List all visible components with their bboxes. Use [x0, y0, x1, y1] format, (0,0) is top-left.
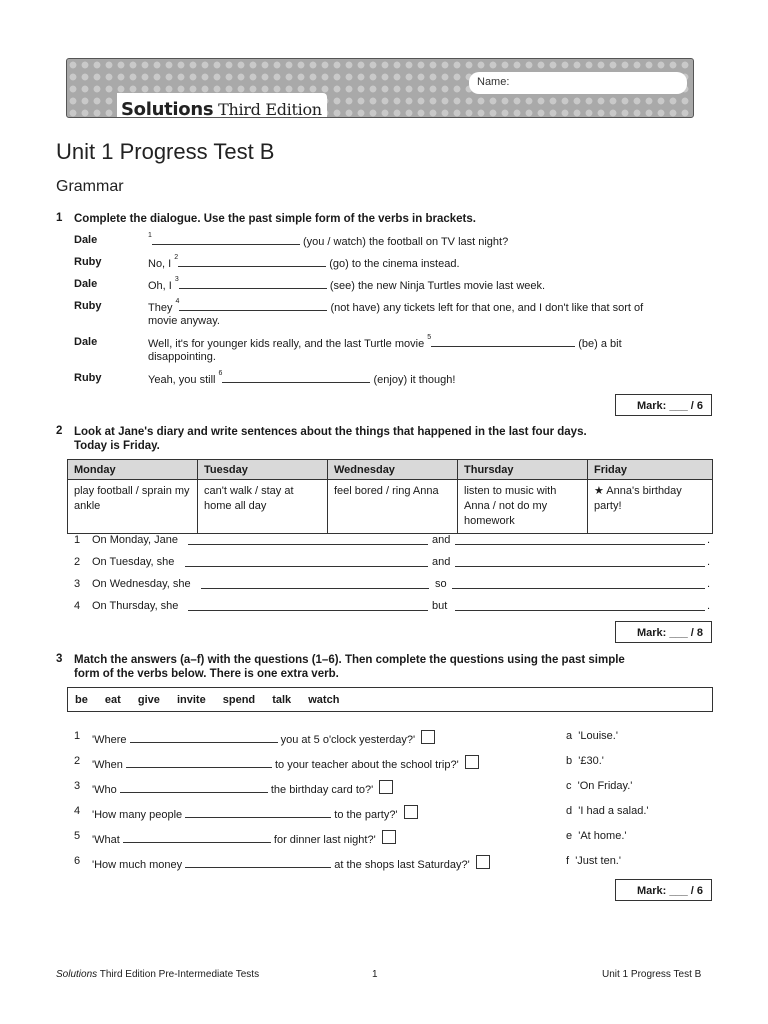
speaker-label: Ruby [74, 300, 102, 312]
verb-item: eat [104, 694, 121, 706]
footer-right: Unit 1 Progress Test B [602, 969, 702, 980]
exercise-instruction: Look at Jane's diary and write sentences about the things that happened in the last four days. [74, 426, 587, 438]
answer-blank[interactable] [179, 300, 327, 311]
brand-logo: Solutions Third Edition [121, 99, 322, 118]
verb-item: talk [272, 694, 292, 706]
diary-header: Friday [588, 460, 713, 480]
question: 'Where you at 5 o'clock yesterday?' [92, 730, 435, 746]
sentence-start: On Tuesday, she [92, 556, 175, 568]
verb-item: spend [222, 694, 256, 706]
match-checkbox[interactable] [476, 855, 490, 869]
answer-blank[interactable] [455, 534, 705, 545]
answer-option: a 'Louise.' [566, 730, 618, 742]
answer-blank[interactable] [126, 757, 272, 768]
diary-header: Tuesday [198, 460, 328, 480]
answer-blank[interactable] [452, 578, 705, 589]
answer-blank[interactable] [222, 372, 370, 383]
diary-cell: ★ Anna's birthday party! [588, 480, 713, 534]
match-checkbox[interactable] [404, 805, 418, 819]
question: 'When to your teacher about the school trip?' [92, 755, 479, 771]
speaker-label: Dale [74, 336, 98, 348]
diary-cell: can't walk / stay at home all day [198, 480, 328, 534]
answer-blank[interactable] [185, 556, 428, 567]
answer-blank[interactable] [120, 782, 268, 793]
question: 'How many people to the party?' [92, 805, 418, 821]
conjunction: and [432, 534, 451, 546]
answer-blank[interactable] [431, 336, 575, 347]
verb-item: watch [308, 694, 340, 706]
diary-cell: feel bored / ring Anna [328, 480, 458, 534]
conjunction: and [432, 556, 451, 568]
item-number: 1 [74, 730, 81, 742]
exercise-number: 1 [56, 212, 63, 224]
item-number: 3 [74, 578, 81, 590]
item-number: 3 [74, 780, 81, 792]
answer-option: f 'Just ten.' [566, 855, 621, 867]
header-banner [66, 58, 694, 118]
answer-option: d 'I had a salad.' [566, 805, 649, 817]
conjunction: but [432, 600, 448, 612]
name-field[interactable] [469, 72, 687, 94]
diary-header: Thursday [458, 460, 588, 480]
match-checkbox[interactable] [382, 830, 396, 844]
exercise-instruction: Today is Friday. [74, 440, 160, 452]
item-number: 4 [74, 600, 81, 612]
dialogue-line: Well, it's for younger kids really, and the last Turtle movie $^5$ (be) a bit [148, 334, 622, 350]
answer-blank[interactable] [455, 600, 705, 611]
verb-item: give [137, 694, 160, 706]
speaker-label: Dale [74, 234, 98, 246]
answer-option: b '£30.' [566, 755, 604, 767]
item-number: 4 [74, 805, 81, 817]
full-stop: . [707, 600, 711, 612]
dialogue-line: No, I $^2$ (go) to the cinema instead. [148, 254, 460, 270]
sentence-start: On Monday, Jane [92, 534, 179, 546]
speaker-label: Dale [74, 278, 98, 290]
item-number: 5 [74, 830, 81, 842]
answer-blank[interactable] [188, 534, 428, 545]
sentence-start: On Thursday, she [92, 600, 179, 612]
footer-left: Solutions Third Edition Pre-Intermediate Tests [56, 969, 260, 980]
dialogue-line: Oh, I $^3$ (see) the new Ninja Turtles movie last week. [148, 276, 546, 292]
match-checkbox[interactable] [379, 780, 393, 794]
diary-table [67, 459, 713, 534]
sentence-start: On Wednesday, she [92, 578, 191, 590]
mark-box[interactable]: Mark: ___ / 8 [615, 621, 712, 643]
item-number: 6 [74, 855, 81, 867]
question: 'What for dinner last night?' [92, 830, 396, 846]
exercise-number: 3 [56, 653, 63, 665]
match-checkbox[interactable] [421, 730, 435, 744]
dialogue-line: Yeah, you still $^6$ (enjoy) it though! [148, 370, 456, 386]
diary-header: Monday [68, 460, 198, 480]
name-label: Name: [477, 76, 510, 88]
exercise-instruction: Complete the dialogue. Use the past simple form of the verbs in brackets. [74, 213, 476, 225]
exercise-number: 2 [56, 425, 63, 437]
page-number: 1 [372, 969, 378, 980]
dialogue-line-continued: disappointing. [148, 351, 216, 363]
diary-header: Wednesday [328, 460, 458, 480]
dialogue-line-continued: movie anyway. [148, 315, 220, 327]
answer-blank[interactable] [123, 832, 271, 843]
answer-option: e 'At home.' [566, 830, 627, 842]
answer-option: c 'On Friday.' [566, 780, 633, 792]
section-heading: Grammar [56, 178, 124, 195]
answer-blank[interactable] [185, 807, 331, 818]
verb-box [67, 687, 713, 712]
diary-cell: listen to music with Anna / not do my homework [458, 480, 588, 534]
verb-item: invite [176, 694, 206, 706]
question: 'Who the birthday card to?' [92, 780, 393, 796]
mark-box[interactable]: Mark: ___ / 6 [615, 879, 712, 901]
mark-box[interactable]: Mark: ___ / 6 [615, 394, 712, 416]
exercise-instruction: Match the answers (a–f) with the questions (1–6). Then complete the questions using the past simple [74, 654, 625, 666]
answer-blank[interactable] [152, 234, 300, 245]
item-number: 1 [74, 534, 81, 546]
answer-blank[interactable] [188, 600, 428, 611]
item-number: 2 [74, 556, 81, 568]
question: 'How much money at the shops last Saturday?' [92, 855, 490, 871]
match-checkbox[interactable] [465, 755, 479, 769]
conjunction: so [435, 578, 447, 590]
page-title: Unit 1 Progress Test B [56, 139, 275, 164]
speaker-label: Ruby [74, 256, 102, 268]
verb-item: be [75, 694, 88, 706]
diary-cell: play football / sprain my ankle [68, 480, 198, 534]
answer-blank[interactable] [455, 556, 705, 567]
item-number: 2 [74, 755, 81, 767]
answer-blank[interactable] [130, 732, 278, 743]
answer-blank[interactable] [178, 256, 326, 267]
dialogue-line: $^1$ (you / watch) the football on TV last night? [148, 232, 509, 248]
full-stop: . [707, 534, 711, 546]
exercise-instruction: form of the verbs below. There is one extra verb. [74, 668, 339, 680]
speaker-label: Ruby [74, 372, 102, 384]
full-stop: . [707, 556, 711, 568]
answer-blank[interactable] [201, 578, 429, 589]
full-stop: . [707, 578, 711, 590]
answer-blank[interactable] [179, 278, 327, 289]
answer-blank[interactable] [185, 857, 331, 868]
dialogue-line: They $^4$ (not have) any tickets left for that one, and I don't like that sort of [148, 298, 644, 314]
